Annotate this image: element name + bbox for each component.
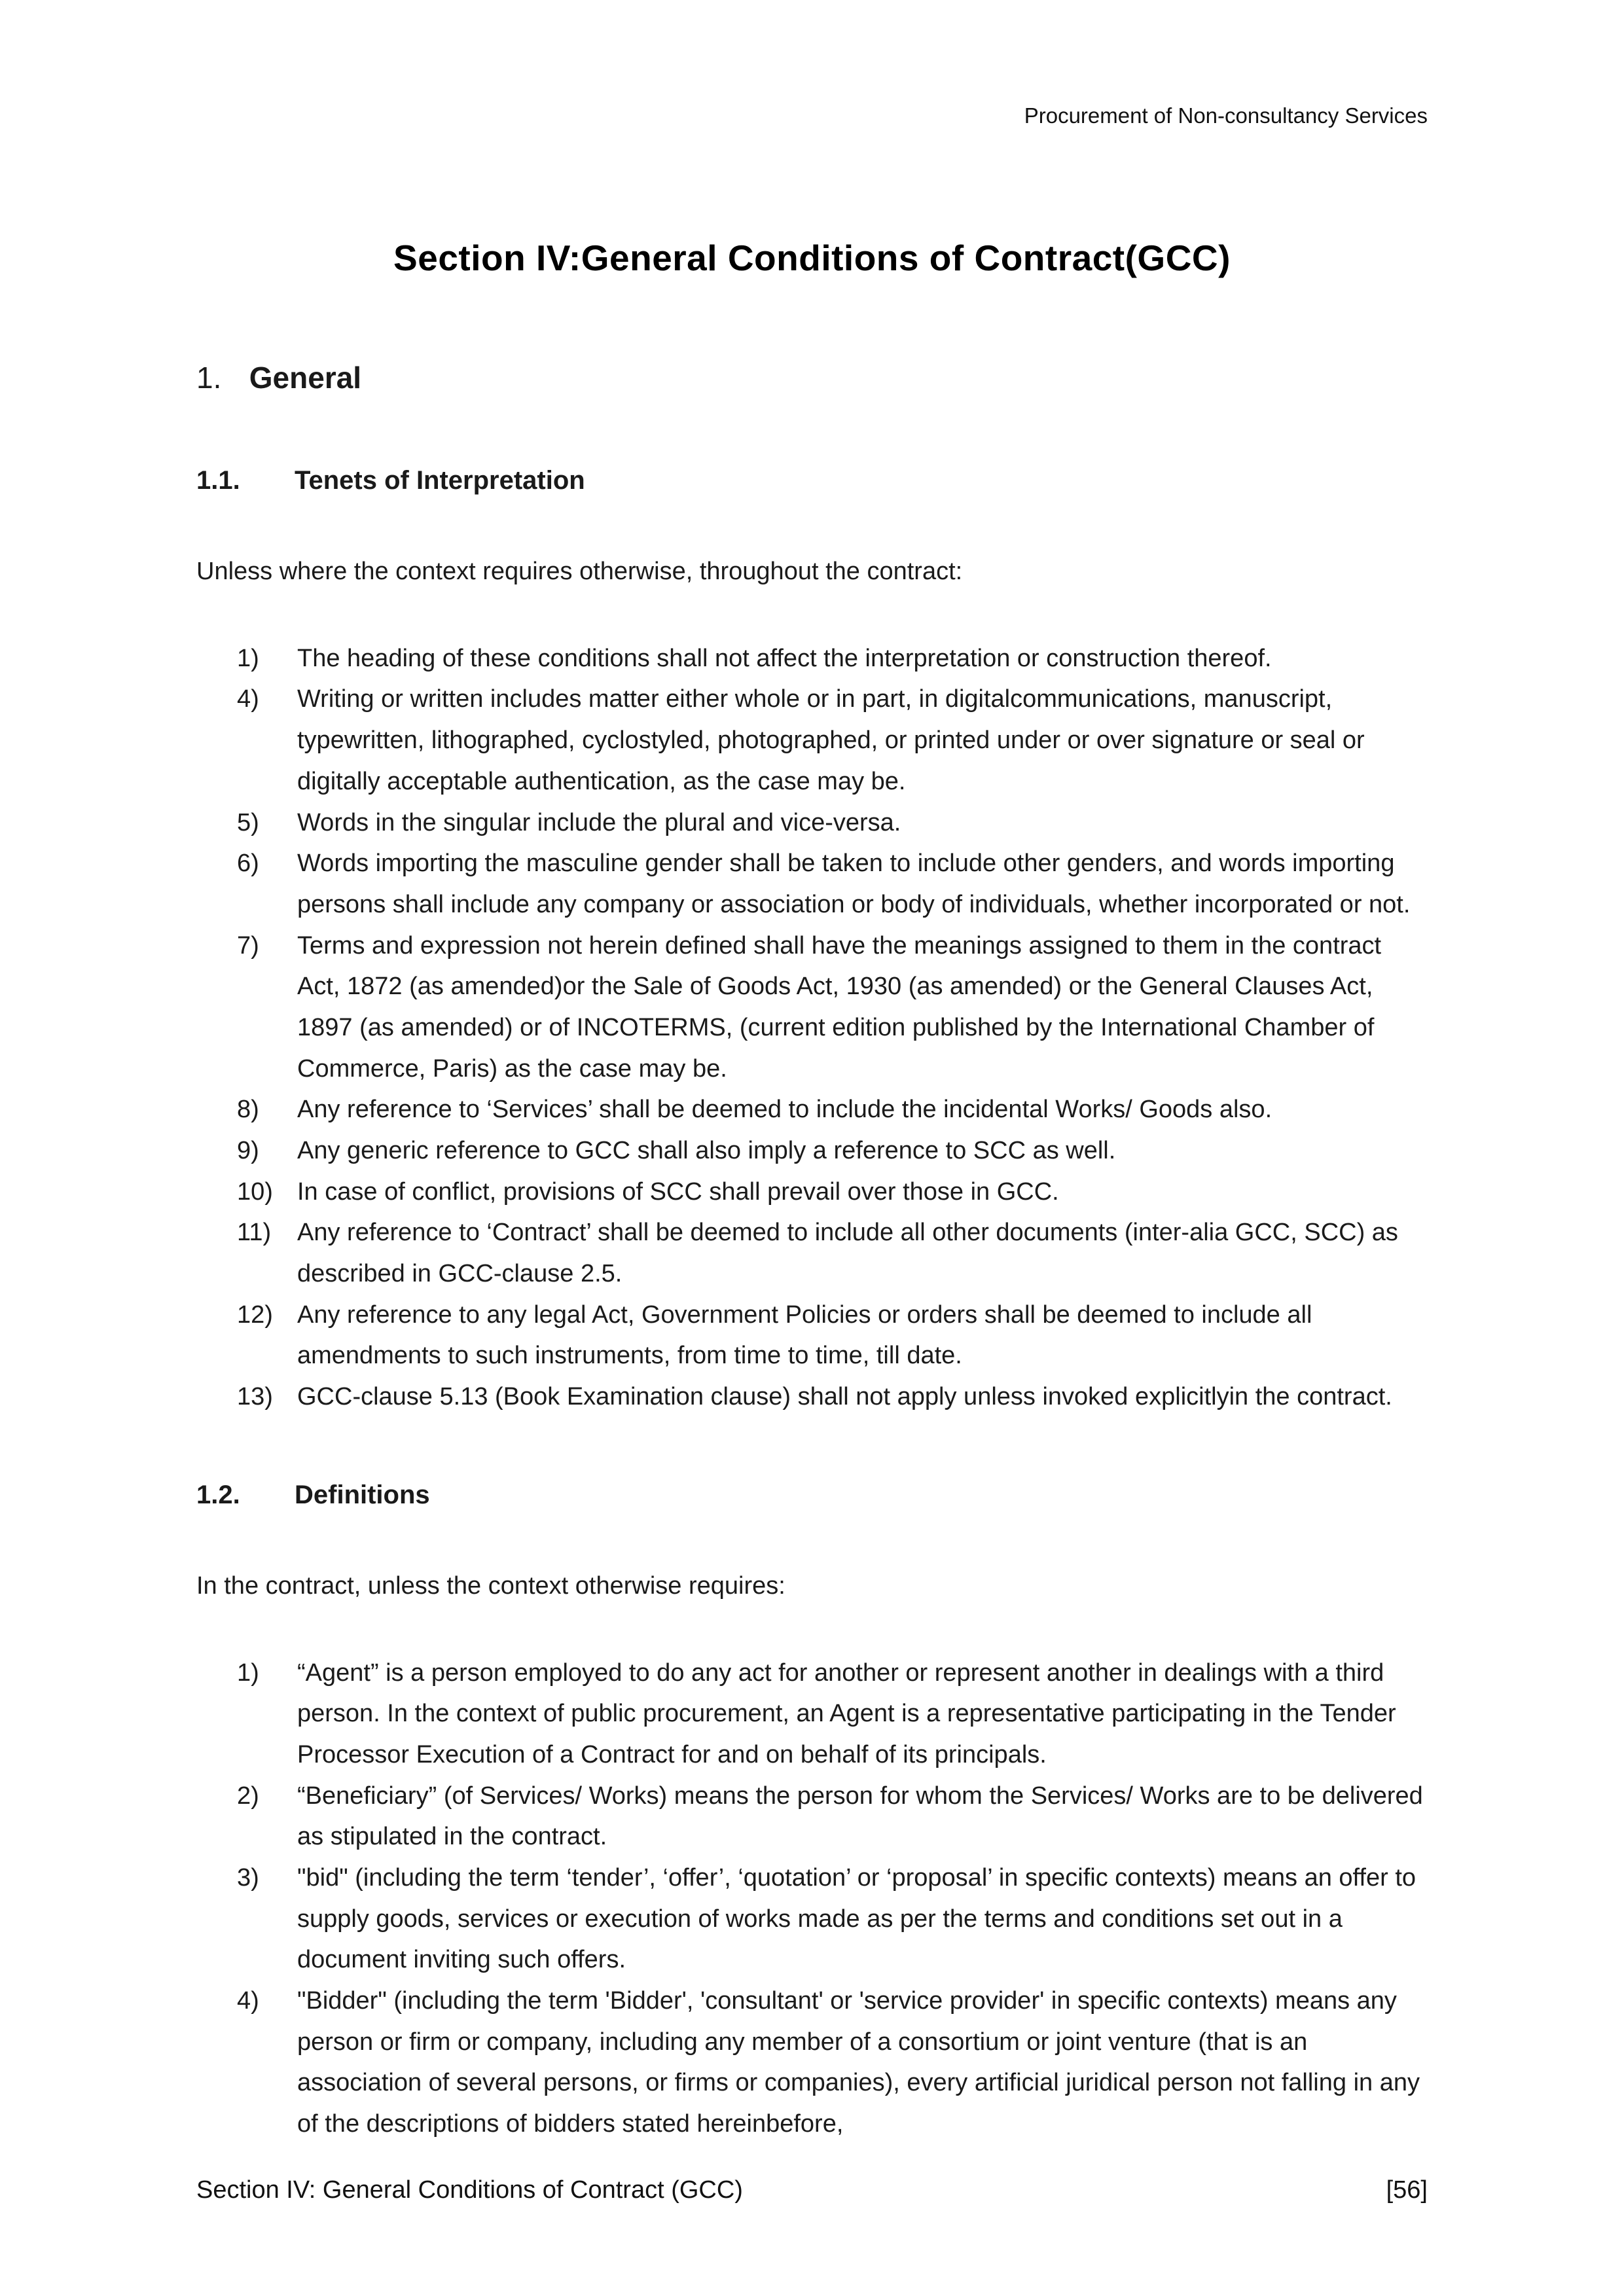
list-item xyxy=(196,1295,1428,1376)
interpretation-list xyxy=(196,638,1428,1418)
list-item xyxy=(196,679,1428,802)
intro-paragraph: Unless where the context requires otherwise, throughout the contract: xyxy=(196,558,963,586)
list-item-text: Any generic reference to GCC shall also imply a reference to SCC as well. xyxy=(297,1137,1116,1165)
list-item xyxy=(196,1776,1428,1857)
list-item-number: 8) xyxy=(237,1096,259,1124)
list-item-text: Any reference to ‘Contract’ shall be deemed to include all other documents (inter-alia GCC, SCC) as described in GCC-clause 2.5. xyxy=(297,1219,1398,1288)
subsection-title: Tenets of Interpretation xyxy=(295,466,585,495)
list-item-text: GCC-clause 5.13 (Book Examination clause) shall not apply unless invoked explicitlyin the contract. xyxy=(297,1383,1392,1411)
intro-paragraph: In the contract, unless the context otherwise requires: xyxy=(196,1571,785,1600)
list-item xyxy=(196,638,1428,679)
list-item xyxy=(196,802,1428,844)
list-item xyxy=(196,1130,1428,1172)
list-item-text: “Beneficiary” (of Services/ Works) means the person for whom the Services/ Works are to be delivered as stipulated in the contract. xyxy=(297,1782,1423,1851)
footer-page-number: [56] xyxy=(1386,2176,1428,2204)
list-item xyxy=(196,1981,1428,2145)
list-item-text: “Agent” is a person employed to do any act for another or represent another in dealings with a third person. In the context of public procurement, an Agent is a representative participating in the Tender Processor Execution of a Contract for and on behalf of its principals. xyxy=(297,1659,1396,1768)
list-item xyxy=(196,1376,1428,1418)
list-item-number: 10) xyxy=(237,1177,273,1206)
list-item-number: 12) xyxy=(237,1300,273,1329)
list-item-text: Words importing the masculine gender shall be taken to include other genders, and words importing persons shall include any company or association or body of individuals, whether incorporated or not. xyxy=(297,850,1411,918)
subsection-number: 1.1. xyxy=(196,466,240,495)
list-item-number: 4) xyxy=(237,1987,259,2015)
subsection-number: 1.2. xyxy=(196,1480,240,1509)
spacer xyxy=(196,1418,1428,1473)
page-header: Procurement of Non-consultancy Services xyxy=(1024,103,1428,128)
footer-section-label: Section IV: General Conditions of Contract (GCC) xyxy=(196,2176,743,2204)
list-item-text: The heading of these conditions shall not affect the interpretation or construction thereof. xyxy=(297,644,1272,672)
list-item-number: 4) xyxy=(237,685,259,713)
list-item-number: 1) xyxy=(237,644,259,672)
list-item xyxy=(196,1653,1428,1776)
document-title: Section IV:General Conditions of Contract(GCC) xyxy=(393,238,1231,279)
list-item-text: In case of conflict, provisions of SCC shall prevail over those in GCC. xyxy=(297,1177,1059,1206)
section-number: 1. xyxy=(196,361,222,395)
list-item-number: 1) xyxy=(237,1659,259,1687)
list-item-number: 7) xyxy=(237,931,259,960)
list-item xyxy=(196,1212,1428,1294)
list-item xyxy=(196,1857,1428,1981)
section-title: General xyxy=(249,361,362,395)
list-item-text: Terms and expression not herein defined shall have the meanings assigned to them in the contract Act, 1872 (as amended)or the Sale of Goods Act, 1930 (as amended) or the General Clauses Act, 1897 (as amended) or of INCOTERMS, (current edition published by the International Chamber of Commerce, Paris) as the case may be. xyxy=(297,931,1382,1083)
list-item-number: 6) xyxy=(237,850,259,878)
list-item-number: 11) xyxy=(237,1219,272,1247)
list-item xyxy=(196,1172,1428,1213)
list-item-text: "Bidder" (including the term 'Bidder', 'consultant' or 'service provider' in specific contexts) means any person or firm or company, including any member of a consortium or joint venture (that is an association of several persons, or firms or companies), every artificial juridical person not falling in any of the descriptions of bidders stated hereinbefore, xyxy=(297,1987,1420,2138)
list-item-number: 9) xyxy=(237,1137,259,1165)
subsection-title: Definitions xyxy=(295,1480,430,1509)
list-item xyxy=(196,1089,1428,1130)
list-item xyxy=(196,925,1428,1090)
section-heading xyxy=(196,353,1428,403)
list-item xyxy=(196,843,1428,925)
list-item-text: Any reference to ‘Services’ shall be deemed to include the incidental Works/ Goods also. xyxy=(297,1096,1272,1124)
list-item-text: Any reference to any legal Act, Government Policies or orders shall be deemed to include all amendments to such instruments, from time to time, till date. xyxy=(297,1300,1312,1370)
list-item-number: 3) xyxy=(237,1863,259,1892)
list-item-number: 5) xyxy=(237,808,259,836)
subsection-heading-1-2 xyxy=(196,1473,1428,1516)
list-item-number: 2) xyxy=(237,1782,259,1810)
subsection-heading-1-1 xyxy=(196,459,1428,502)
definitions-list xyxy=(196,1653,1428,2145)
page-footer xyxy=(196,2170,1428,2211)
list-item-text: Words in the singular include the plural and vice-versa. xyxy=(297,808,901,836)
list-item-text: Writing or written includes matter either whole or in part, in digitalcommunications, manuscript, typewritten, lithographed, cyclostyled, photographed, or printed under or over signature or seal or digitally acceptable authentication, as the case may be. xyxy=(297,685,1365,795)
list-item-text: "bid" (including the term ‘tender’, ‘offer’, ‘quotation’ or ‘proposal’ in specific contexts) means an offer to supply goods, services or execution of works made as per the terms and conditions set out in a document inviting such offers. xyxy=(297,1863,1416,1974)
list-item-number: 13) xyxy=(237,1383,273,1411)
